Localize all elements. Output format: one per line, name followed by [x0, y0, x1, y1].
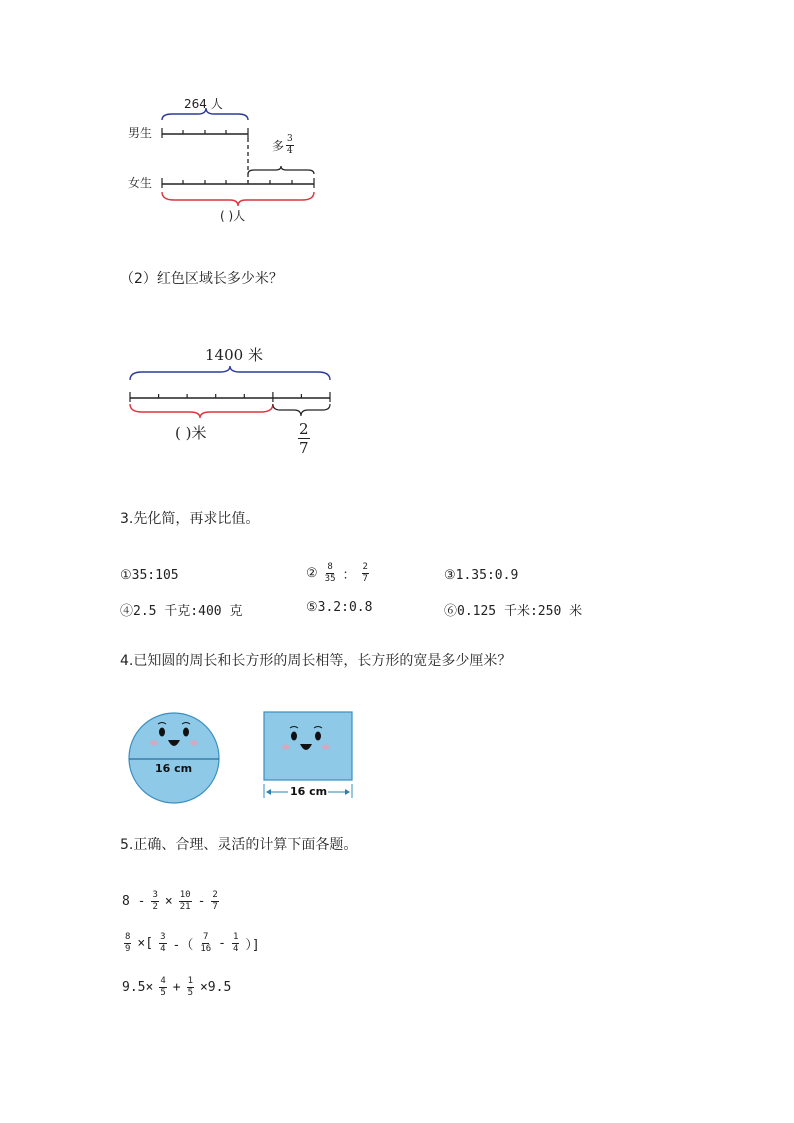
- boys-label: 男生: [128, 126, 153, 140]
- total-length-label: 1400 米: [205, 346, 263, 364]
- q3-item-1: ①35:105: [120, 568, 179, 583]
- q4-title: 4.已知圆的周长和长方形的周长相等，长方形的宽是多少厘米？: [120, 653, 512, 669]
- girls-label: 女生: [128, 176, 153, 190]
- extra-brace: [248, 166, 314, 174]
- part-fraction: $\frac{2}{7}$: [299, 420, 309, 457]
- q3-item-3: ③1.35:0.9: [444, 568, 519, 583]
- q3-item-6: ⑥0.125 千米:250 米: [444, 604, 583, 619]
- rectangle-length-label: 16 cm: [290, 785, 328, 798]
- unknown-length-label: ( )米: [175, 424, 207, 442]
- black-brace: [273, 404, 330, 416]
- q2-text: （2）红色区域长多少米？: [120, 271, 283, 287]
- red-brace: [130, 404, 273, 418]
- circle-diameter-label: 16 cm: [155, 762, 193, 775]
- expression-2: $\frac{8}{9}$ ×[ $\frac{3}{4}$ -（ $\frac{7}{16}$ - $\frac{1}{4}$ ）]: [125, 932, 260, 954]
- blue-brace: [130, 366, 330, 380]
- q3-item-5: ⑤3.2:0.8: [306, 600, 373, 615]
- q5-title: 5.正确、合理、灵活的计算下面各题。: [120, 837, 358, 853]
- circle-figure: [126, 710, 226, 806]
- q3-item-2: ② $\frac{8}{35}$ ： $\frac{2}{7}$: [306, 562, 368, 584]
- more-label: 多 $\frac{3}{4}$: [272, 134, 293, 156]
- bottom-label: ( )人: [220, 209, 246, 223]
- q3-title: 3.先化简，再求比值。: [120, 511, 260, 527]
- top-label: 264 人: [184, 97, 223, 111]
- q3-item-4: ④2.5 千克:400 克: [120, 604, 243, 619]
- bottom-brace: [162, 192, 314, 206]
- expression-3: 9.5× $\frac{4}{5}$ + $\frac{1}{5}$ ×9.5: [122, 976, 232, 998]
- more-fraction: $\frac{3}{4}$: [287, 134, 293, 156]
- expression-1: 8 - $\frac{3}{2}$ × $\frac{10}{21}$ - $\frac{2}{7}$: [122, 890, 218, 912]
